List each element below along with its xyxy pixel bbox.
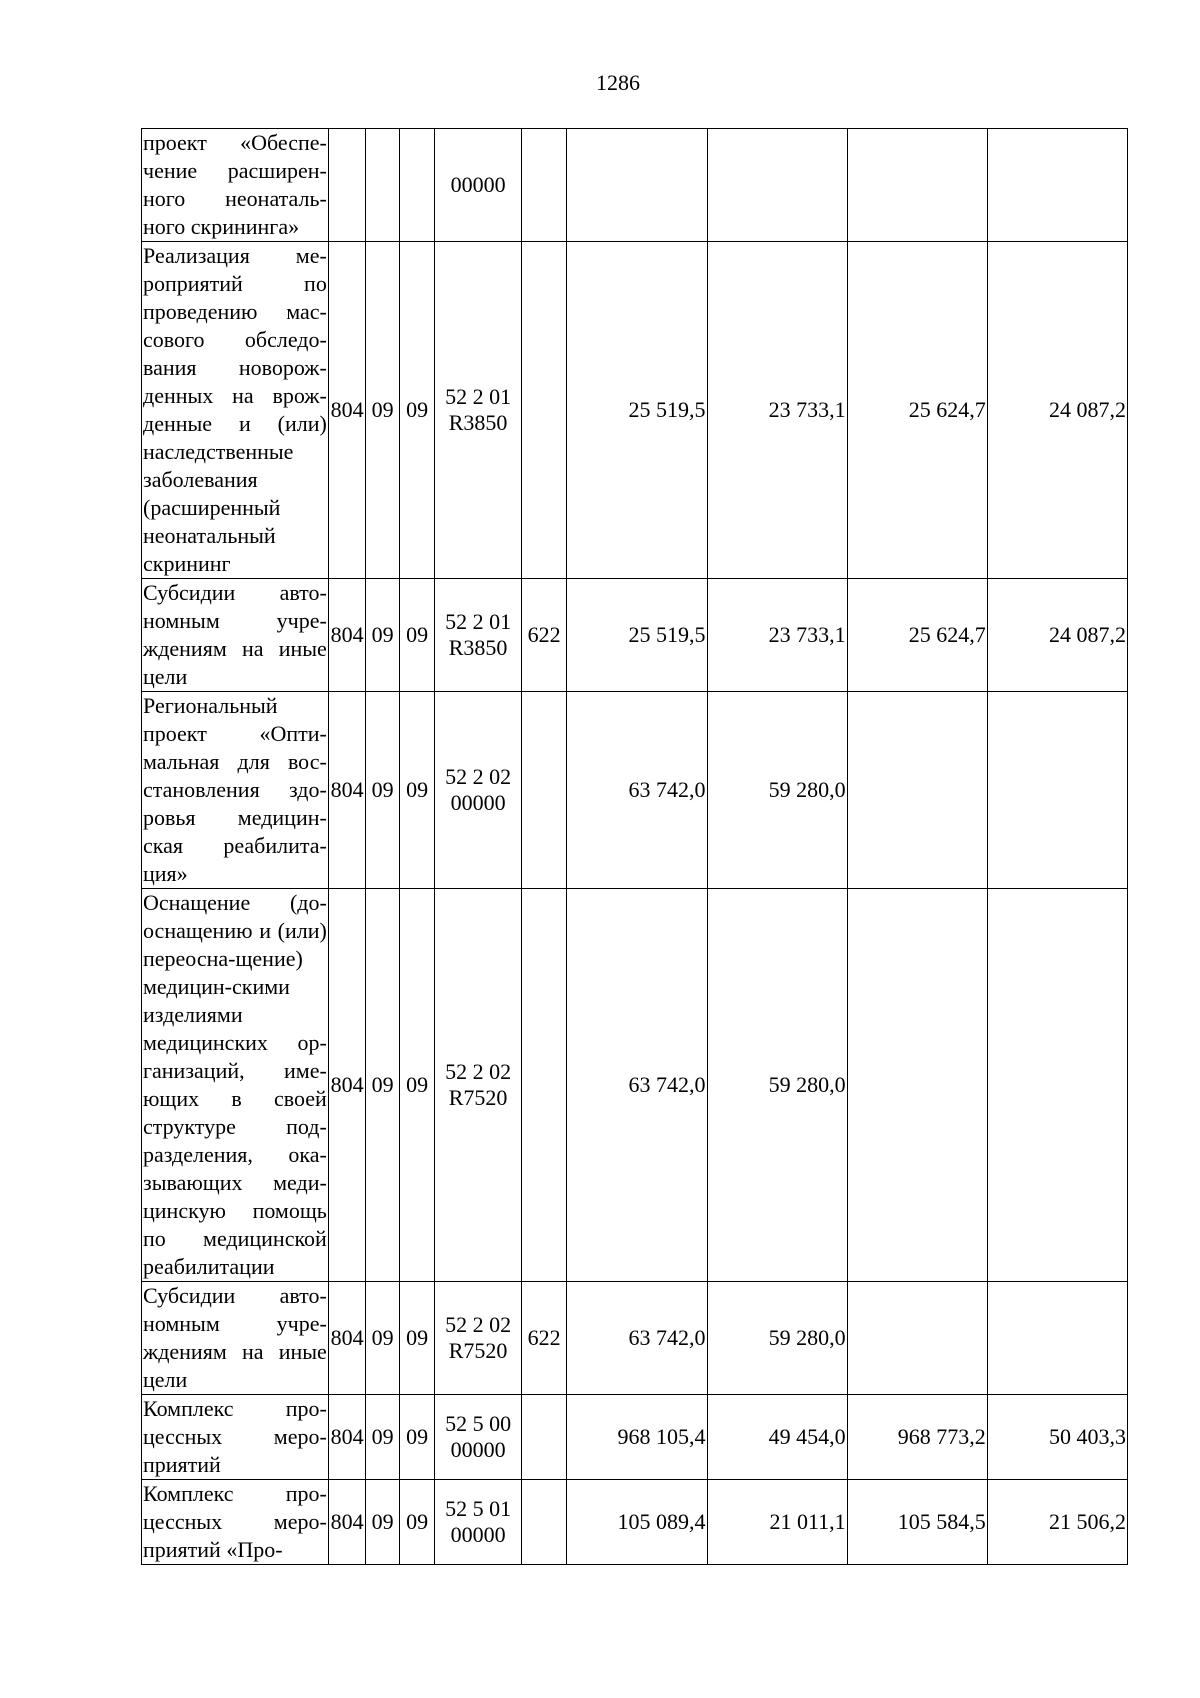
table-row bbox=[142, 1480, 1128, 1565]
table-row bbox=[142, 579, 1128, 692]
cell-value-2: 23 733,1 bbox=[707, 242, 847, 579]
cell-vr bbox=[521, 692, 567, 889]
cell-value-4 bbox=[987, 889, 1127, 1282]
table-row bbox=[142, 242, 1128, 579]
cell-value-3 bbox=[847, 129, 987, 242]
cell-csr: 52 5 00 00000 bbox=[435, 1395, 521, 1480]
cell-value-3: 25 624,7 bbox=[847, 242, 987, 579]
cell-value-3: 105 584,5 bbox=[847, 1480, 987, 1565]
cell-value-4: 50 403,3 bbox=[987, 1395, 1127, 1480]
cell-vr bbox=[521, 242, 567, 579]
cell-value-1: 968 105,4 bbox=[567, 1395, 707, 1480]
cell-vr: 622 bbox=[521, 579, 567, 692]
cell-value-1 bbox=[567, 129, 707, 242]
cell-value-2: 59 280,0 bbox=[707, 889, 847, 1282]
cell-grbs: 804 bbox=[328, 692, 366, 889]
cell-vr bbox=[521, 889, 567, 1282]
cell-pr: 09 bbox=[399, 1282, 435, 1395]
cell-name: Субсидии авто-номным учре-ждениям на иные цели bbox=[142, 1282, 329, 1395]
cell-pr: 09 bbox=[399, 1395, 435, 1480]
cell-value-4 bbox=[987, 129, 1127, 242]
cell-value-1: 63 742,0 bbox=[567, 1282, 707, 1395]
cell-value-1: 25 519,5 bbox=[567, 242, 707, 579]
table-row bbox=[142, 129, 1128, 242]
cell-rz: 09 bbox=[366, 1282, 400, 1395]
cell-grbs: 804 bbox=[328, 1282, 366, 1395]
table-row bbox=[142, 889, 1128, 1282]
cell-grbs: 804 bbox=[328, 242, 366, 579]
cell-vr: 622 bbox=[521, 1282, 567, 1395]
cell-rz: 09 bbox=[366, 242, 400, 579]
table-row bbox=[142, 1282, 1128, 1395]
cell-value-2: 23 733,1 bbox=[707, 579, 847, 692]
cell-name: проект «Обеспе-чение расширен-ного неонаталь-ного скрининга» bbox=[142, 129, 329, 242]
cell-value-1: 25 519,5 bbox=[567, 579, 707, 692]
cell-name: Реализация ме-роприятий по проведению мас-сового обследо-вания новорож-денных на врож-денные и (или) наследственные заболевания (расширенный неонатальный скрининг bbox=[142, 242, 329, 579]
cell-csr: 52 2 02 00000 bbox=[435, 692, 521, 889]
cell-value-3: 968 773,2 bbox=[847, 1395, 987, 1480]
cell-grbs: 804 bbox=[328, 579, 366, 692]
page-number: 1286 bbox=[596, 70, 640, 95]
cell-value-3 bbox=[847, 692, 987, 889]
cell-value-4 bbox=[987, 692, 1127, 889]
cell-csr: 52 2 02 R7520 bbox=[435, 1282, 521, 1395]
cell-rz: 09 bbox=[366, 692, 400, 889]
cell-name: Комплекс про-цессных меро-приятий bbox=[142, 1395, 329, 1480]
cell-name: Оснащение (до-оснащению и (или) переосна-щение) медицин-скими изделиями медицинских ор-ганизаций, име-ющих в своей структуре под-разделения, ока-зывающих меди-цинскую помощь по медицинской реабилитации bbox=[142, 889, 329, 1282]
cell-value-4: 24 087,2 bbox=[987, 242, 1127, 579]
cell-value-1: 63 742,0 bbox=[567, 692, 707, 889]
table-row bbox=[142, 1395, 1128, 1480]
cell-value-3 bbox=[847, 889, 987, 1282]
cell-name: Субсидии авто-номным учре-ждениям на иные цели bbox=[142, 579, 329, 692]
cell-pr: 09 bbox=[399, 579, 435, 692]
cell-grbs: 804 bbox=[328, 1395, 366, 1480]
cell-value-3: 25 624,7 bbox=[847, 579, 987, 692]
cell-value-2: 49 454,0 bbox=[707, 1395, 847, 1480]
budget-table bbox=[141, 128, 1128, 1565]
cell-grbs: 804 bbox=[328, 1480, 366, 1565]
cell-value-2: 21 011,1 bbox=[707, 1480, 847, 1565]
cell-name: Комплекс про-цессных меро-приятий «Про- bbox=[142, 1480, 329, 1565]
cell-rz: 09 bbox=[366, 1395, 400, 1480]
cell-value-3 bbox=[847, 1282, 987, 1395]
table-body bbox=[142, 129, 1128, 1565]
cell-csr: 52 2 02 R7520 bbox=[435, 889, 521, 1282]
cell-vr bbox=[521, 1480, 567, 1565]
cell-value-2: 59 280,0 bbox=[707, 692, 847, 889]
cell-pr: 09 bbox=[399, 889, 435, 1282]
cell-value-2: 59 280,0 bbox=[707, 1282, 847, 1395]
cell-csr: 52 2 01 R3850 bbox=[435, 579, 521, 692]
cell-vr bbox=[521, 129, 567, 242]
cell-value-4 bbox=[987, 1282, 1127, 1395]
table-row bbox=[142, 692, 1128, 889]
cell-rz bbox=[366, 129, 400, 242]
cell-name: Региональный проект «Опти-мальная для вос-становления здо-ровья медицин-ская реабилита-ция» bbox=[142, 692, 329, 889]
cell-rz: 09 bbox=[366, 889, 400, 1282]
cell-pr bbox=[399, 129, 435, 242]
cell-rz: 09 bbox=[366, 579, 400, 692]
cell-csr: 52 5 01 00000 bbox=[435, 1480, 521, 1565]
cell-pr: 09 bbox=[399, 1480, 435, 1565]
cell-value-4: 24 087,2 bbox=[987, 579, 1127, 692]
cell-csr: 52 2 01 R3850 bbox=[435, 242, 521, 579]
cell-value-1: 63 742,0 bbox=[567, 889, 707, 1282]
cell-value-2 bbox=[707, 129, 847, 242]
cell-csr: 00000 bbox=[435, 129, 521, 242]
cell-value-4: 21 506,2 bbox=[987, 1480, 1127, 1565]
cell-pr: 09 bbox=[399, 242, 435, 579]
cell-vr bbox=[521, 1395, 567, 1480]
cell-pr: 09 bbox=[399, 692, 435, 889]
cell-value-1: 105 089,4 bbox=[567, 1480, 707, 1565]
cell-grbs bbox=[328, 129, 366, 242]
cell-grbs: 804 bbox=[328, 889, 366, 1282]
cell-rz: 09 bbox=[366, 1480, 400, 1565]
